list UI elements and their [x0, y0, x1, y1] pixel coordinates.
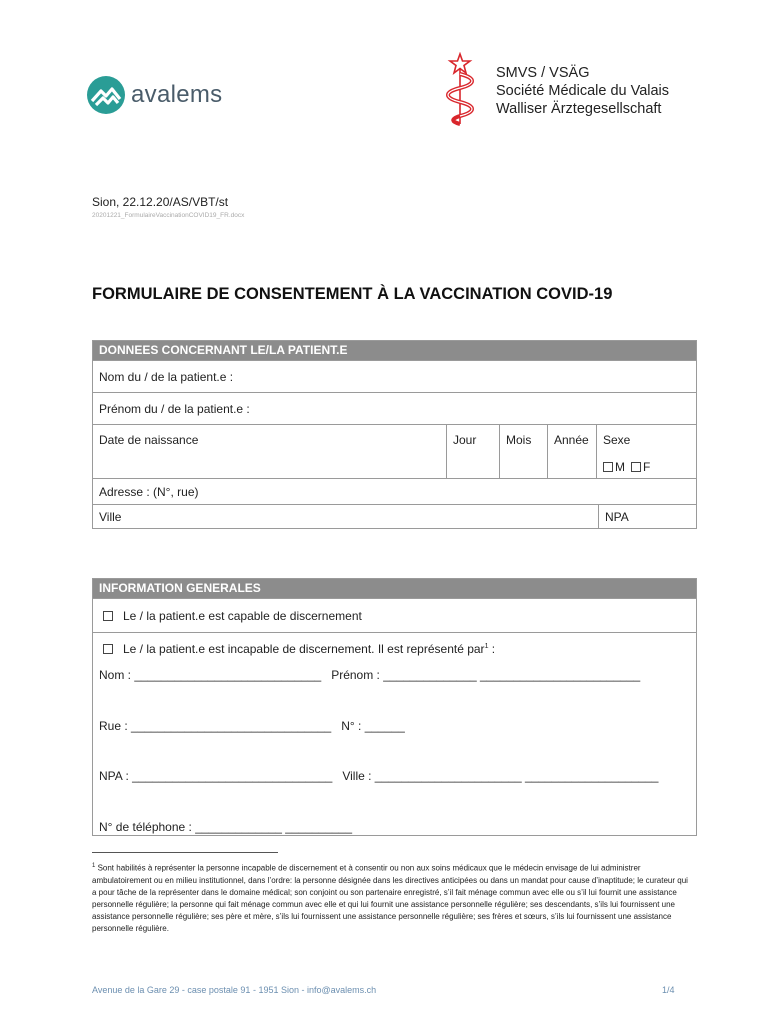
patient-last-name-label: Nom du / de la patient.e : [99, 370, 234, 384]
brand-name: avalems [131, 81, 223, 108]
sex-male-checkbox[interactable] [603, 462, 613, 472]
birth-day-label: Jour [453, 433, 477, 447]
document-title: FORMULAIRE DE CONSENTEMENT À LA VACCINATION COVID-19 [92, 285, 613, 303]
address-label: Adresse : (N°, rue) [99, 485, 199, 499]
representative-name-line[interactable]: Nom : ____________________________ Prénom : ______________ ________________________ [99, 668, 641, 682]
footnote-ref: 1 [484, 643, 489, 650]
footer-address: Avenue de la Gare 29 - case postale 91 - 1951 Sion - info@avalems.ch [92, 985, 377, 995]
birth-day-field[interactable] [446, 425, 499, 478]
incapable-checkbox[interactable] [103, 644, 113, 654]
sex-female-checkbox[interactable] [631, 462, 641, 472]
place-date: Sion, 22.12.20/AS/VBT/st [92, 195, 229, 209]
caduceus-emblem-icon [446, 52, 482, 126]
birth-month-field[interactable] [499, 425, 547, 478]
address-field[interactable] [93, 478, 696, 504]
page-number: 1/4 [662, 985, 675, 995]
patient-data-section [92, 340, 697, 529]
footnote-text: Sont habilités à représenter la personne incapable de discernement et à consentir ou non aux soins médicaux que le médecin envisage de lui administrer ambulatoirement ou en milieu institutionnel, dans l’ordre: la personne désignée dans les directives anticipées ou dans un mandat pour cause d’inaptitude; le curateur qui a pour tâche de la représenter dans le domaine médical; son conjoint ou son partenaire enregistré, s’il fait ménage commun avec elle ou s’il lui fournit une assistance personnelle régulière; la personne qui fait ménage commun avec elle et qui lui fournit une assistance personnelle régulière; ses descendants, s’ils lui fournissent une assistance personnelle régulière; ses père et mère, s’ils lui fournissent une assistance personnelle régulière; ses frères et sœurs, s’ils lui fournissent une assistance personnelle régulière. [92, 863, 688, 933]
footnote-number: 1 [92, 863, 96, 869]
sex-female-option[interactable] [631, 460, 650, 474]
society-line-2: Société Médicale du Valais [496, 83, 670, 99]
society-name [496, 64, 669, 126]
birth-month-label: Mois [506, 433, 532, 447]
representative-street-line[interactable]: Rue : ______________________________ N° : ______ [99, 719, 405, 733]
sex-field [596, 425, 696, 478]
birth-year-label: Année [554, 433, 589, 447]
footnote [92, 860, 690, 935]
postal-code-field[interactable] [598, 505, 696, 528]
file-reference: 20201221_FormulaireVaccinationCOVID19_FR.docx [92, 212, 245, 219]
capable-label: Le / la patient.e est capable de discernement [123, 609, 362, 623]
patient-last-name-field[interactable] [93, 360, 696, 392]
city-label: Ville [99, 510, 122, 524]
society-line-1: SMVS / VSÄG [496, 65, 590, 81]
incapable-line[interactable] [99, 642, 696, 656]
city-field[interactable] [93, 505, 598, 528]
representative-phone-line[interactable]: N° de téléphone : _____________ __________ [99, 820, 353, 834]
sex-male-option[interactable] [603, 460, 625, 474]
birth-year-field[interactable] [547, 425, 596, 478]
society-line-3: Walliser Ärztegesellschaft [496, 101, 662, 117]
capable-option[interactable] [93, 598, 696, 632]
sex-label: Sexe [603, 433, 631, 447]
city-row [93, 504, 696, 528]
smvs-logo [446, 52, 669, 126]
patient-section-header: DONNEES CONCERNANT LE/LA PATIENT.E [93, 341, 696, 360]
capable-checkbox[interactable] [103, 611, 113, 621]
incapable-option [93, 632, 696, 835]
patient-first-name-label: Prénom du / de la patient.e : [99, 402, 250, 416]
general-information-section [92, 578, 697, 836]
footnote-divider [92, 852, 278, 853]
avalems-logo [86, 75, 222, 115]
avalems-mountain-icon [86, 75, 126, 115]
patient-first-name-field[interactable] [93, 392, 696, 424]
postal-code-label: NPA [605, 510, 629, 524]
sex-male-label: M [615, 460, 625, 474]
birthdate-label: Date de naissance [99, 433, 199, 447]
incapable-suffix: : [488, 642, 496, 656]
incapable-label: Le / la patient.e est incapable de discernement. Il est représenté par [123, 642, 485, 656]
info-section-header: INFORMATION GENERALES [93, 579, 696, 598]
birthdate-row [93, 424, 696, 478]
representative-city-line[interactable]: NPA : ______________________________ Ville : ______________________ ____________________ [99, 769, 659, 783]
sex-female-label: F [643, 460, 651, 474]
